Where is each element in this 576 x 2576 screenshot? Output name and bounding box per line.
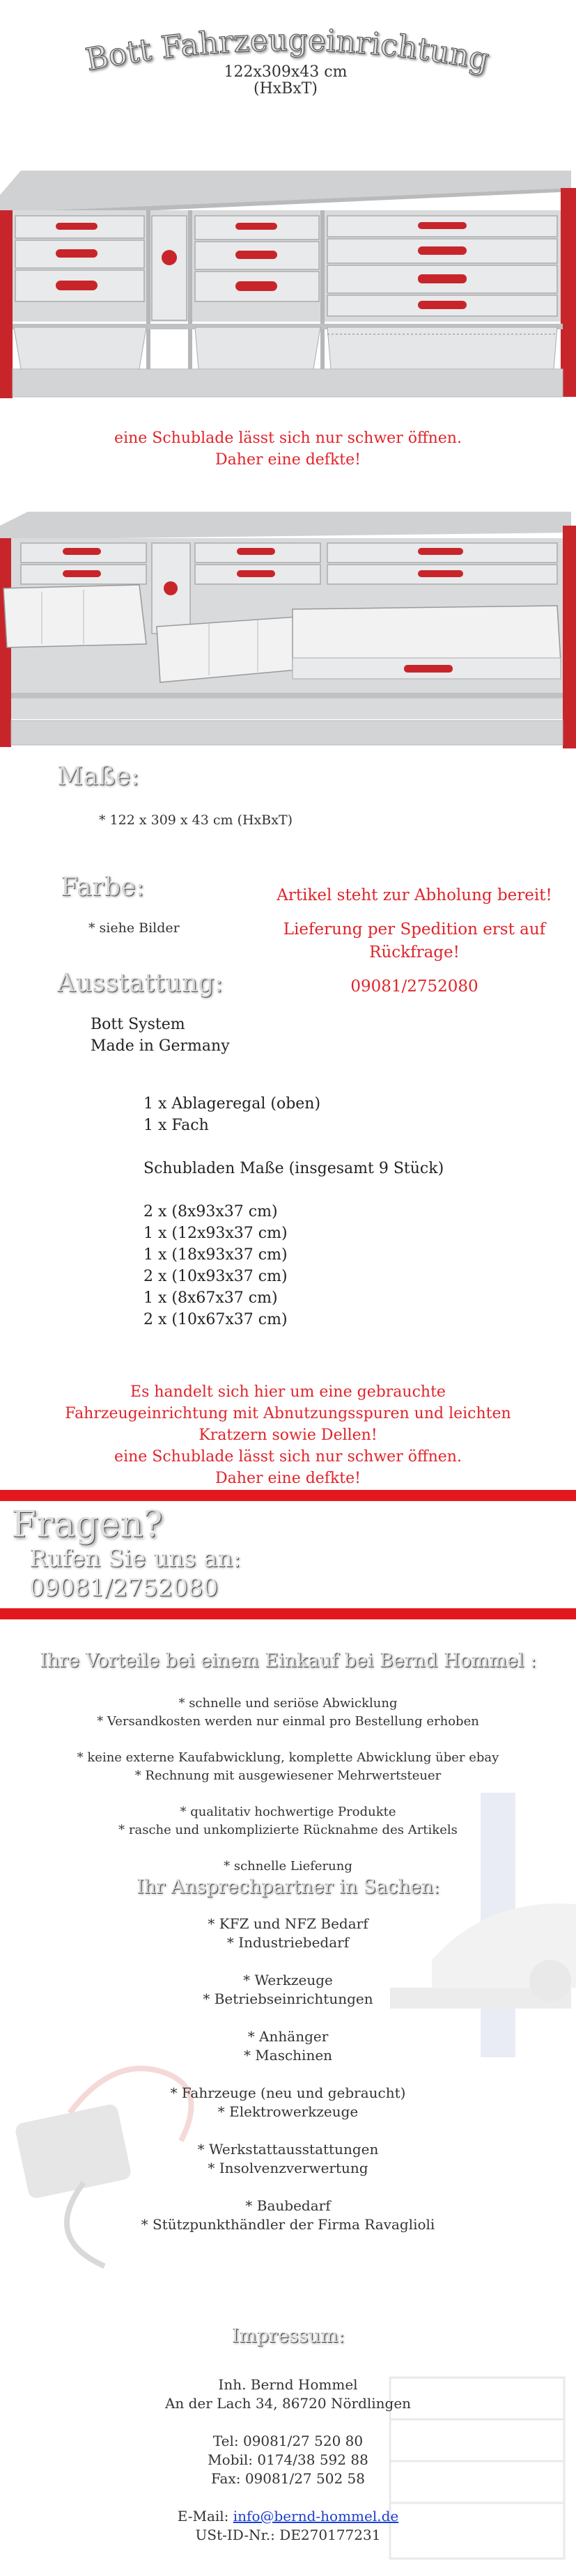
partner-item: * Anhänger: [247, 2028, 329, 2045]
dims-line2: (HxBxT): [253, 80, 318, 97]
red-divider-bottom: [0, 1608, 576, 1619]
partner-item: * Industriebedarf: [226, 1934, 350, 1951]
condition-line: Fahrzeugeinrichtung mit Abnutzungsspuren und leichten: [65, 1405, 511, 1422]
defect-notice-1: [0, 427, 576, 471]
pickup-line2: Lieferung per Spedition erst auf: [283, 920, 546, 938]
drawer-title: Schubladen Maße (insgesamt 9 Stück): [143, 1160, 444, 1177]
advantage-item: * Versandkosten werden nur einmal pro Bestellung erhoben: [97, 1714, 479, 1729]
impressum-heading: Impressum:: [231, 2325, 345, 2347]
masse-item: * 122 x 309 x 43 cm (HxBxT): [99, 812, 293, 828]
pickup-phone: 09081/2752080: [350, 977, 478, 996]
product-photo-open: [0, 512, 576, 755]
pickup-notice: [261, 884, 568, 998]
farbe-heading: Farbe:: [61, 873, 145, 902]
advantage-item: * rasche und unkomplizierte Rücknahme des Artikels: [118, 1823, 458, 1837]
pickup-line1: Artikel steht zur Abholung bereit!: [277, 886, 552, 904]
advantage-item: * Rechnung mit ausgewiesener Mehrwertsteuer: [134, 1768, 442, 1783]
brand-lines: [91, 1014, 230, 1057]
email-label: E-Mail:: [177, 2508, 233, 2524]
defect-notice-1-line1: eine Schublade lässt sich nur schwer öffnen.: [114, 430, 462, 447]
drawer-item: 1 x (18x93x37 cm): [143, 1246, 288, 1264]
advantage-item: * qualitativ hochwertige Produkte: [180, 1805, 396, 1819]
partner-item: * Insolvenzverwertung: [208, 2160, 368, 2176]
defect-notice-1-line2: Daher eine defkte!: [215, 451, 361, 469]
drawer-item: 2 x (10x93x37 cm): [143, 1268, 288, 1285]
advantage-item: * schnelle Lieferung: [224, 1859, 352, 1874]
equipment-item: 1 x Fach: [143, 1117, 209, 1134]
drawer-item: 1 x (12x93x37 cm): [143, 1225, 288, 1242]
advantages-list: [0, 1695, 576, 1876]
questions-sub: [29, 1544, 241, 1603]
condition-notice: [0, 1381, 576, 1489]
partner-list: [0, 1915, 576, 2234]
phone: Tel: 09081/27 520 80: [212, 2433, 364, 2449]
condition-line: eine Schublade lässt sich nur schwer öffnen.: [114, 1448, 462, 1466]
partner-item: * Maschinen: [243, 2047, 333, 2064]
brand-line: Made in Germany: [91, 1037, 230, 1055]
dims-line1: 122x309x43 cm: [224, 63, 348, 81]
condition-line: Kratzern sowie Dellen!: [199, 1427, 377, 1444]
email-row: [0, 2507, 576, 2526]
masse-heading: Maße:: [57, 762, 140, 791]
advantage-item: * schnelle und seriöse Abwicklung: [178, 1696, 398, 1711]
impressum-block: [0, 2375, 576, 2545]
partner-item: * Betriebseinrichtungen: [203, 1990, 373, 2007]
brand-line: Bott System: [91, 1016, 185, 1033]
title-text: Bott Fahrzeugeinrichtung: [82, 22, 492, 78]
condition-line: Daher eine defkte!: [215, 1470, 361, 1487]
dimensions: [63, 64, 508, 97]
partner-item: * Werkstattausstattungen: [197, 2141, 379, 2158]
equipment-item: 1 x Ablageregal (oben): [143, 1095, 321, 1113]
mobile: Mobil: 0174/38 592 88: [208, 2451, 368, 2468]
farbe-item: * siehe Bilder: [88, 920, 180, 936]
advantages-heading: Ihre Vorteile bei einem Einkauf bei Bernd Hommel :: [40, 1650, 536, 1672]
drawer-item: 2 x (10x67x37 cm): [143, 1311, 288, 1328]
partner-heading: Ihr Ansprechpartner in Sachen:: [136, 1876, 440, 1898]
address: An der Lach 34, 86720 Nördlingen: [164, 2395, 412, 2412]
drawer-item: 2 x (8x93x37 cm): [143, 1203, 278, 1220]
partner-item: * KFZ und NFZ Bedarf: [208, 1915, 368, 1932]
product-photo-closed: [0, 160, 576, 404]
fax: Fax: 09081/27 502 58: [211, 2470, 365, 2487]
vat-id: USt-ID-Nr.: DE270177231: [195, 2527, 381, 2543]
condition-line: Es handelt sich hier um eine gebrauchte: [130, 1383, 446, 1401]
pickup-line3: Rückfrage!: [369, 943, 460, 961]
questions-heading: Fragen?: [11, 1504, 163, 1546]
email-link[interactable]: info@bernd-hommel.de: [233, 2508, 399, 2524]
red-divider-top: [0, 1490, 576, 1501]
partner-item: * Elektrowerkzeuge: [217, 2103, 359, 2120]
advantage-item: * keine externe Kaufabwicklung, komplette Abwicklung über ebay: [77, 1750, 499, 1765]
partner-item: * Werkzeuge: [243, 1972, 333, 1988]
partner-item: * Stützpunkthändler der Firma Ravaglioli: [141, 2216, 435, 2233]
drawer-item: 1 x (8x67x37 cm): [143, 1289, 278, 1307]
partner-item: * Baubedarf: [245, 2197, 331, 2214]
partner-item: * Fahrzeuge (neu und gebraucht): [170, 2084, 406, 2101]
equipment-list: [143, 1093, 444, 1330]
ausstattung-heading: Ausstattung:: [57, 969, 224, 998]
owner-name: Inh. Bernd Hommel: [218, 2376, 358, 2393]
call-us-phone: 09081/2752080: [29, 1574, 219, 1602]
call-us-label: Rufen Sie uns an:: [29, 1545, 241, 1573]
